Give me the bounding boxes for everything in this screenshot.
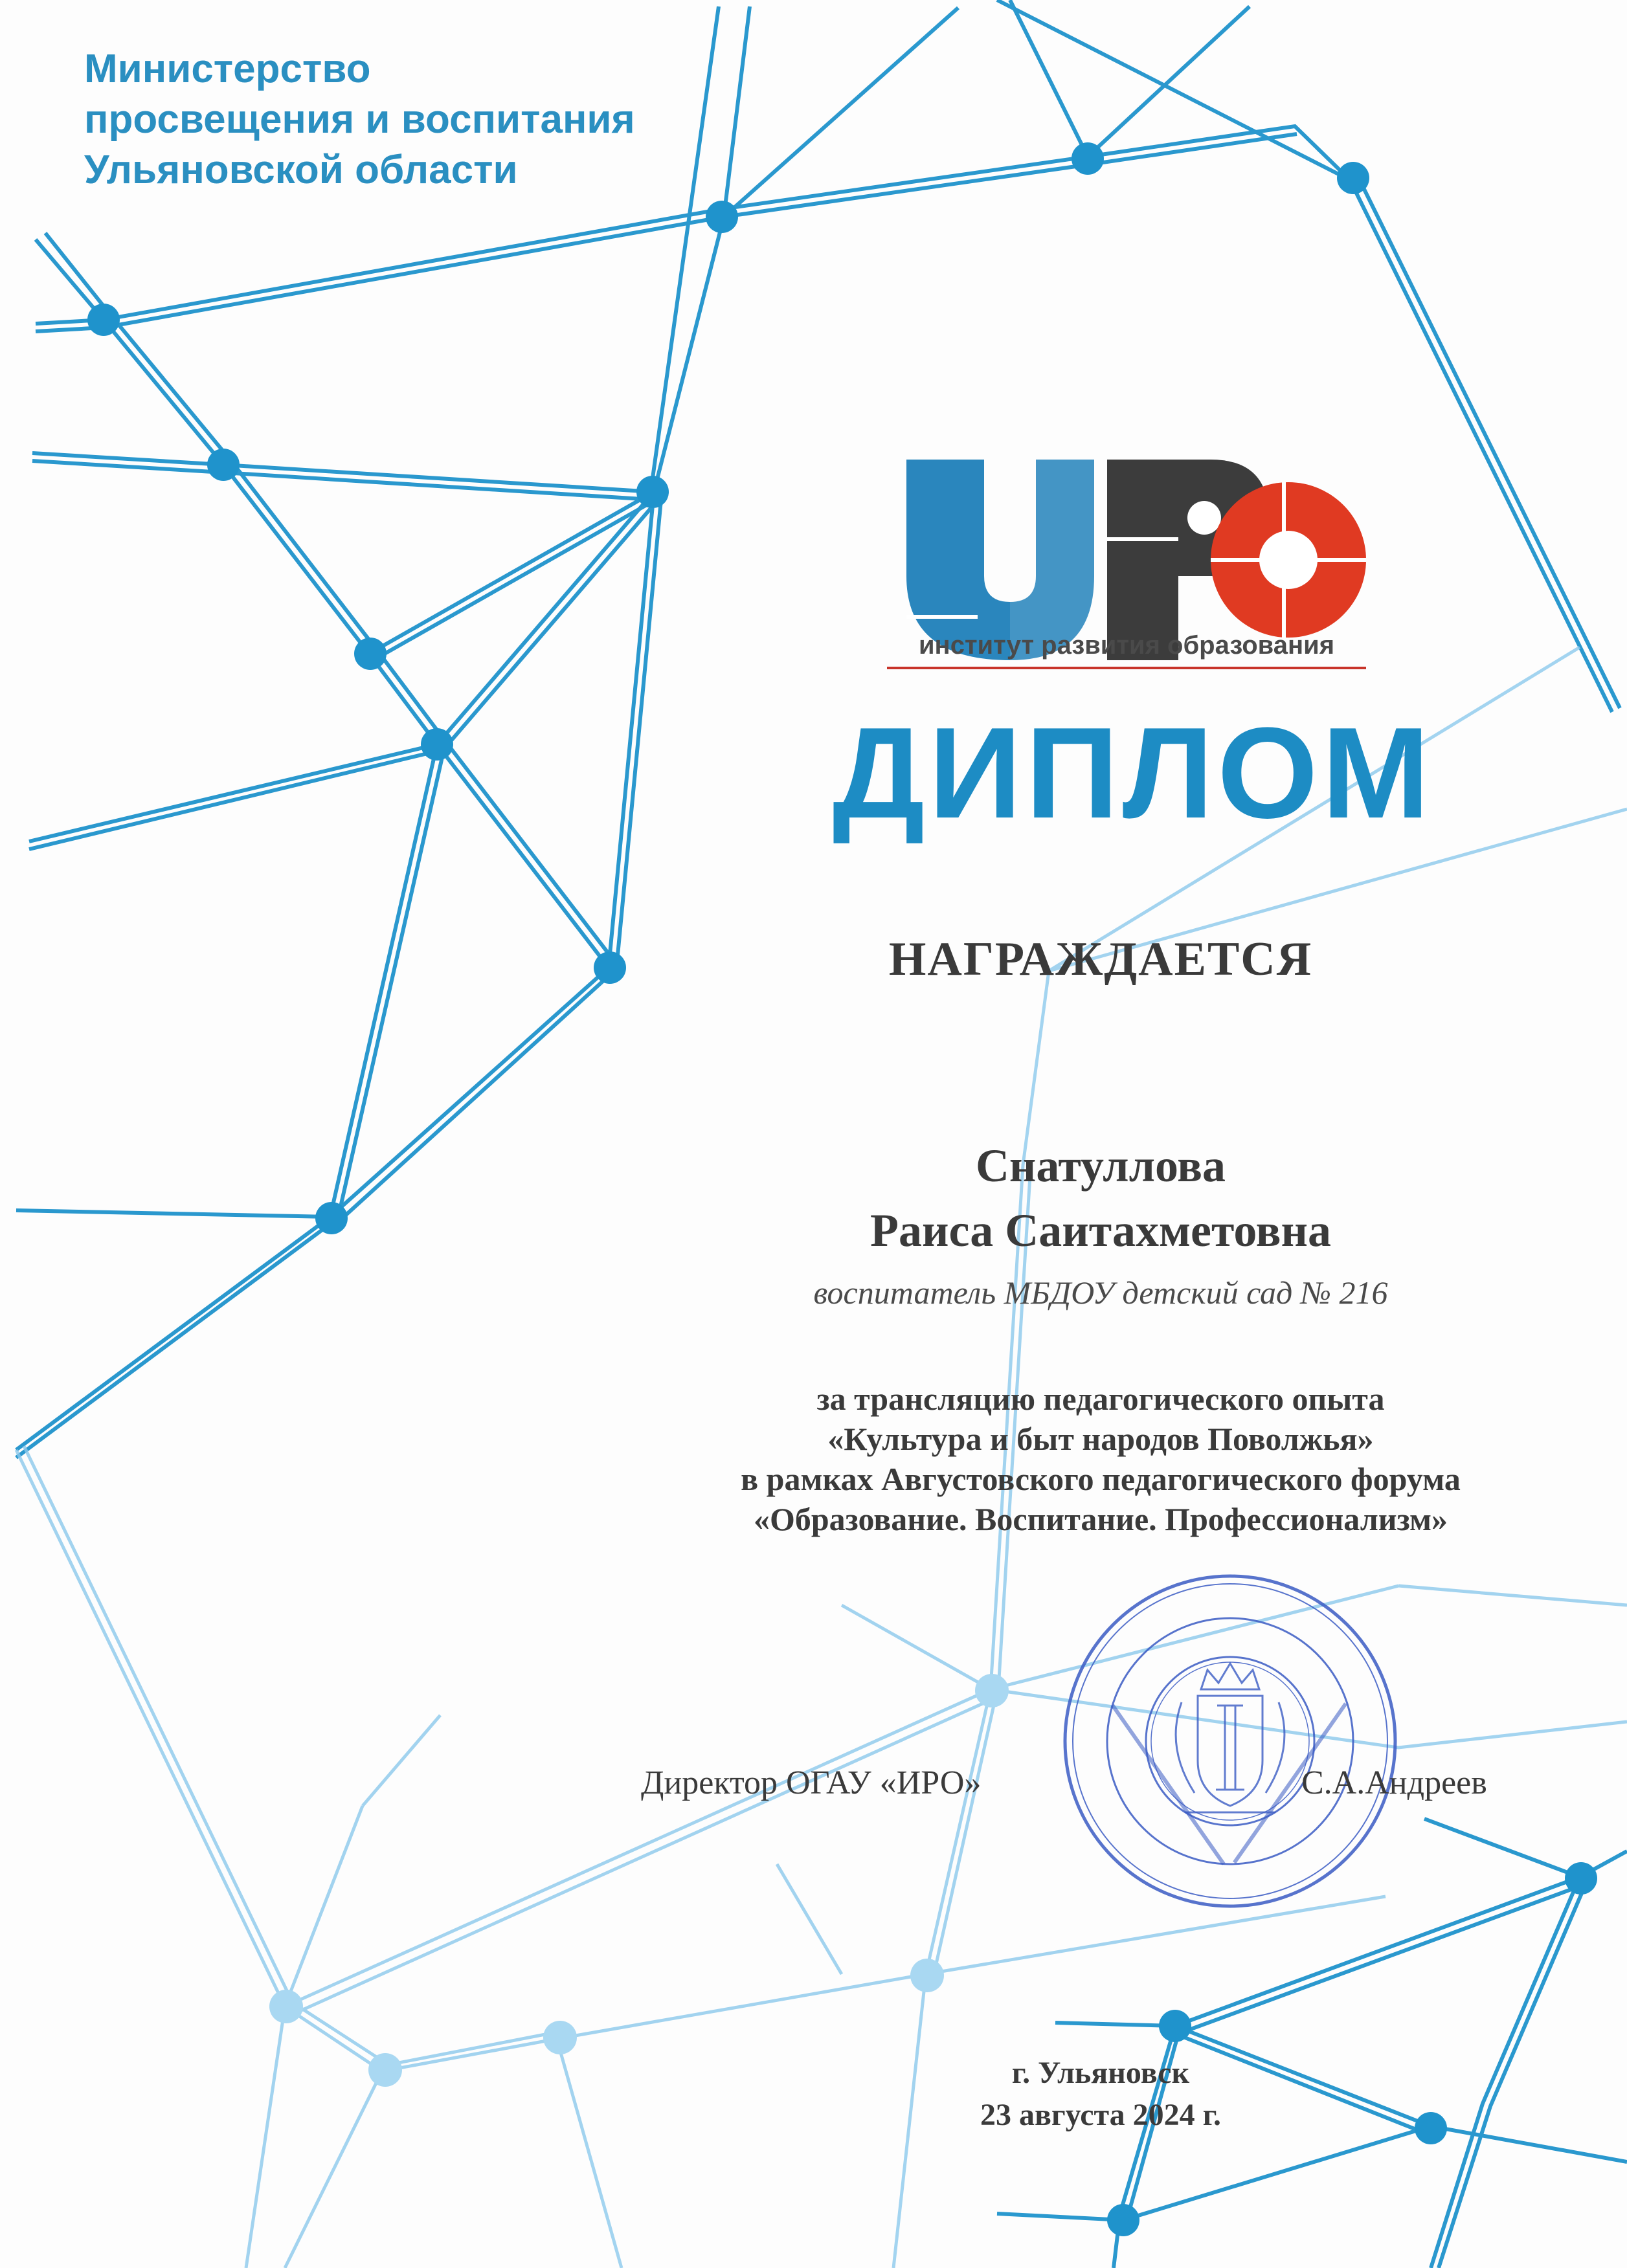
issue-date: 23 августа 2024 г. xyxy=(980,2098,1222,2132)
recipient-surname: Снатуллова xyxy=(975,1140,1226,1192)
reason-line-2: «Культура и быт народов Поволжья» xyxy=(827,1421,1374,1457)
diploma-title: ДИПЛОМ xyxy=(832,701,1434,845)
official-stamp xyxy=(1055,1566,1405,1916)
logo-underline xyxy=(887,667,1366,669)
ministry-header xyxy=(84,44,926,195)
reason-line-3: в рамках Августовского педагогического форума xyxy=(741,1461,1461,1497)
reason-line-1: за трансляцию педагогического опыта xyxy=(816,1381,1385,1417)
signatory-role: Директор ОГАУ «ИРО» xyxy=(641,1764,982,1801)
signatory-name: С.А.Андреев xyxy=(1301,1764,1487,1801)
logo-subtitle: институт развития образования xyxy=(918,631,1335,660)
issue-place: г. Ульяновск xyxy=(1011,2056,1190,2090)
ministry-line-1: Министерство xyxy=(84,47,371,91)
awarded-heading: НАГРАЖДАЕТСЯ xyxy=(888,933,1313,986)
recipient-name: Раиса Саитахметовна xyxy=(870,1205,1332,1256)
award-reason xyxy=(583,1379,1619,1539)
ministry-line-3: Ульяновской области xyxy=(84,148,518,192)
ministry-line-2: просвещения и воспитания xyxy=(84,97,635,142)
recipient-position: воспитатель МБДОУ детский сад № 216 xyxy=(813,1274,1388,1311)
reason-line-4: «Образование. Воспитание. Профессионализм» xyxy=(753,1501,1448,1537)
